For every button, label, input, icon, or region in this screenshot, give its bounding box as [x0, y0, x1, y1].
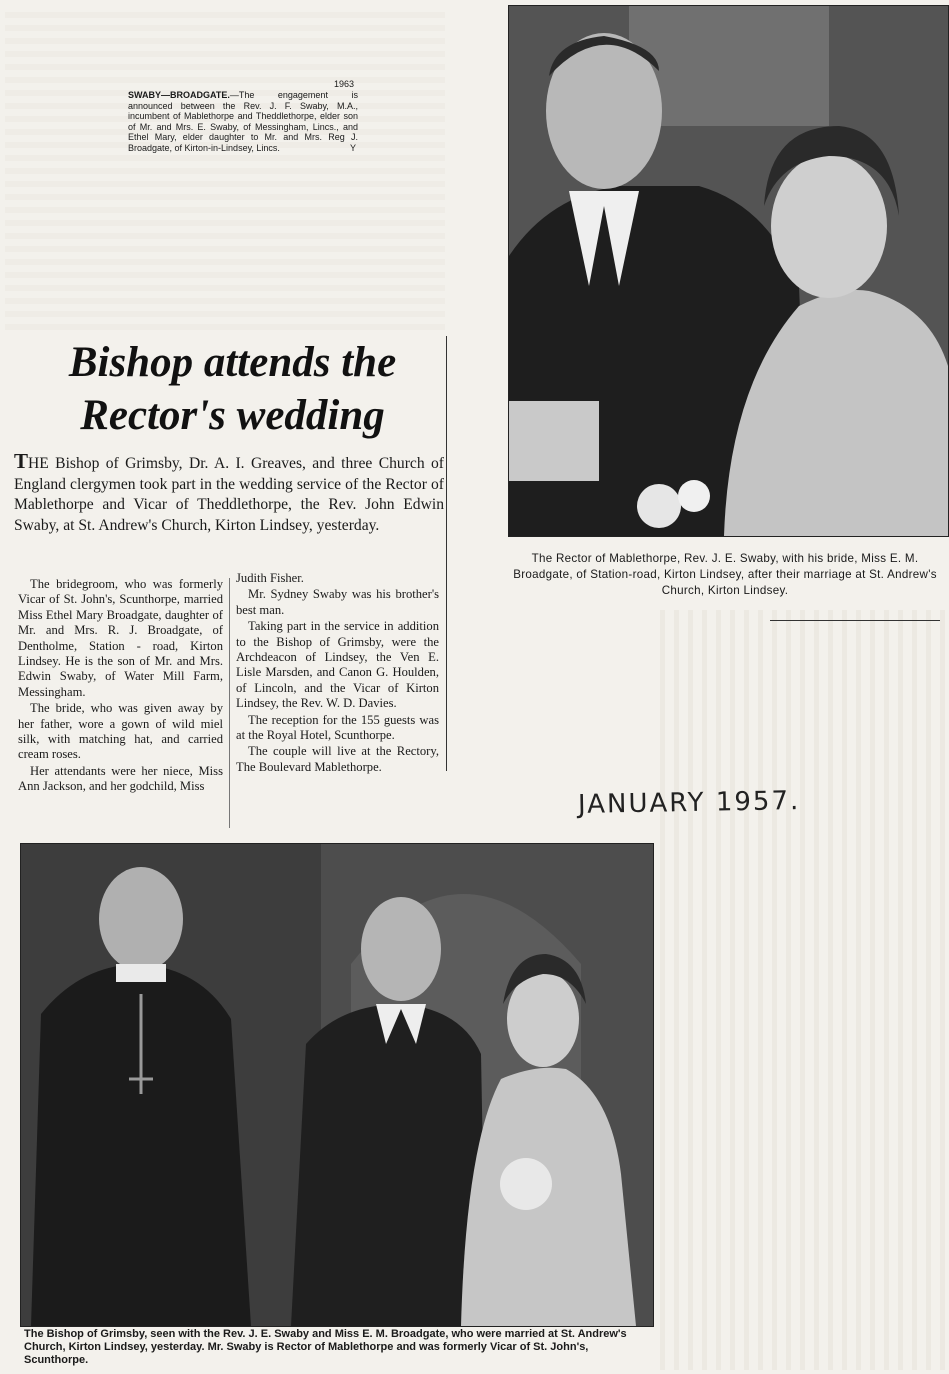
engagement-notice [128, 79, 358, 154]
photo-rector-and-bride-image [509, 6, 948, 536]
notice-year: 1963 [333, 79, 354, 89]
intro-text: HE Bishop of Grimsby, Dr. A. I. Greaves, and three Church of England clergymen took part in the wedding service of the Rector of Mablethorpe and Vicar of Theddlethorpe, the Rev. John Edwin Swaby, at St. Andrew's Church, Kirton Lindsey, yesterday. [14, 455, 444, 534]
paragraph: Taking part in the service in addition to the Bishop of Grimsby, were the Archdeacon of Lindsey, the Ven E. Lisle Marsden, and Canon G. Houlden, of Lincoln, and the Vicar of Kirton Lindsey, the Rev. W. D. Davies. [236, 619, 439, 711]
paragraph: Mr. Sydney Swaby was his brother's best man. [236, 587, 439, 617]
paragraph: The bride, who was given away by her father, wore a gown of wild miel silk, with matching hat, and carried cream roses. [18, 701, 223, 762]
article-intro [14, 451, 444, 536]
paragraph: The couple will live at the Rectory, The Boulevard Mablethorpe. [236, 744, 439, 774]
photo-bishop-rector-bride [20, 843, 654, 1327]
paragraph: The reception for the 155 guests was at the Royal Hotel, Scunthorpe. [236, 712, 439, 743]
article-column-1 [18, 577, 223, 796]
headline [20, 336, 445, 442]
bleed-through-text-left [5, 5, 445, 330]
caption-rule [770, 620, 940, 621]
headline-line-1: Bishop attends the [68, 339, 397, 386]
notice-lead: SWABY—BROADGATE. [128, 90, 230, 100]
notice-body: —The engagement is announced between the Rev. J. F. Swaby, M.A., incumbent of Mablethorpe and Theddlethorpe, elder son of Mr. and Mrs. E. Swaby, of Messingham, Lincs., and Ethel Mary, elder daughter to Mr. and Mrs. Reg J. Broadgate, of Kirton-in-Lindsey, Lincs. [128, 90, 358, 153]
photo-bishop-rector-bride-image [21, 844, 653, 1326]
caption-top-photo: The Rector of Mablethorpe, Rev. J. E. Swaby, with his bride, Miss E. M. Broadgate, of Station-road, Kirton Lindsey, after their marriage at St. Andrew's Church, Kirton Lindsey. [513, 552, 937, 597]
column-rule-right [446, 336, 447, 771]
notice-mark: Y [349, 142, 356, 153]
paragraph: The bridegroom, who was formerly Vicar of St. John's, Scunthorpe, married Miss Ethel Mary Broadgate, daughter of Mr. and Mrs. R. J. Broadgate, of Dentholme, Station - road, Kirton Lindsey. He is the son of Mr. and Mrs. Edwin Swaby, of Water Mill Farm, Messingham. [18, 577, 223, 699]
column-rule-middle [229, 578, 230, 828]
headline-line-2: Rector's wedding [80, 392, 385, 439]
bleed-through-text-right [660, 610, 945, 1370]
photo-rector-and-bride [508, 5, 949, 537]
caption-bottom-photo: The Bishop of Grimsby, seen with the Rev. J. E. Swaby and Miss E. M. Broadgate, who were married at St. Andrew's Church, Kirton Lindsey, yesterday. Mr. Swaby is Rector of Mablethorpe and was formerly Vicar of St. John's, Scunthorpe. [24, 1328, 627, 1367]
paragraph: Judith Fisher. [236, 571, 304, 585]
handwritten-date: JANUARY 1957. [577, 786, 801, 820]
drop-cap: T [14, 449, 29, 473]
article-column-2 [236, 571, 439, 776]
paragraph: Her attendants were her niece, Miss Ann Jackson, and her godchild, Miss [18, 763, 223, 794]
